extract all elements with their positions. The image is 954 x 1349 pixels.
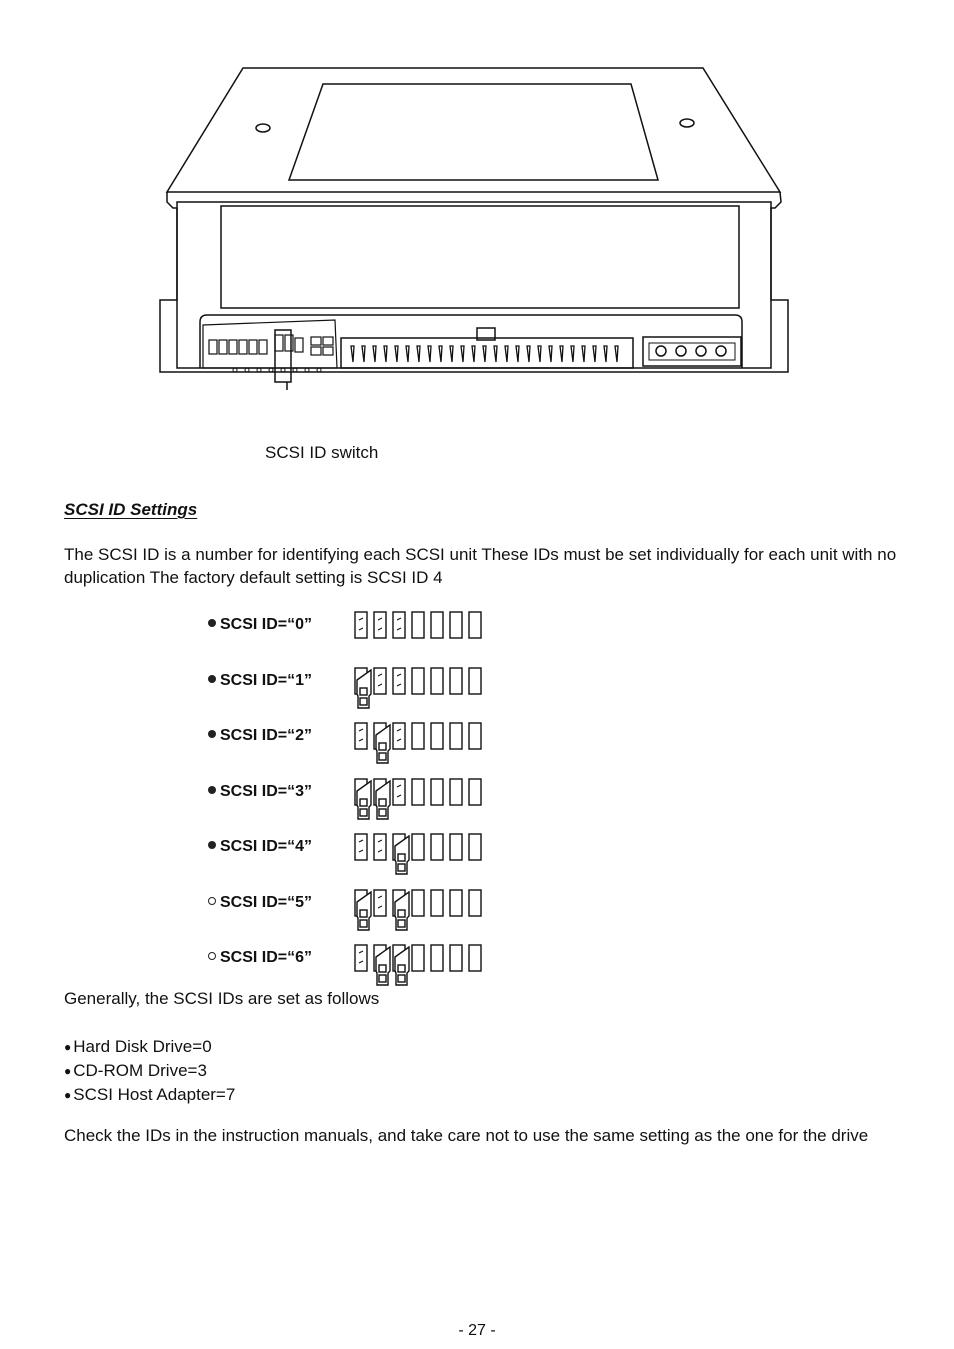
jumper-slot — [450, 668, 462, 694]
jumper-pin-mark — [378, 896, 382, 908]
scsi-id-label — [208, 949, 312, 967]
scsi-id-label-text: SCSI ID=“2” — [220, 727, 313, 744]
jumper-slot — [412, 612, 424, 638]
connector-pin — [395, 346, 398, 362]
jumper-slot — [469, 779, 481, 805]
connector-pin — [549, 346, 552, 362]
jumper-slot — [469, 723, 481, 749]
jumper-slot — [469, 945, 481, 971]
jumper-slot — [374, 612, 386, 638]
list-item: ● CD-ROM Drive=3 — [64, 1059, 235, 1083]
bullet-icon — [208, 619, 216, 627]
scsi-id-switch-label: SCSI ID switch — [265, 443, 379, 462]
jumper-pin-mark — [397, 729, 401, 741]
jumper-slot — [412, 668, 424, 694]
jumper-pin-mark — [397, 785, 401, 797]
jumper-plug — [357, 781, 371, 819]
jumper-pin-mark — [378, 674, 382, 686]
connector-pin — [351, 346, 354, 362]
jumper-slot — [355, 612, 367, 638]
connector-pin — [450, 346, 453, 362]
jumper-plug — [376, 781, 390, 819]
scsi-id-label-text: SCSI ID=“0” — [220, 616, 313, 633]
jumper-slot — [450, 890, 462, 916]
connector-pin — [483, 346, 486, 362]
connector-pin — [494, 346, 497, 362]
jumper-slot — [412, 834, 424, 860]
jumper-slot — [431, 668, 443, 694]
list-item: ● Hard Disk Drive=0 — [64, 1035, 235, 1059]
bullet-icon — [208, 952, 216, 960]
jumper-setting-diagram — [353, 777, 493, 821]
scsi-id-label — [208, 672, 312, 690]
jumper-slot — [431, 779, 443, 805]
scsi-id-label — [208, 616, 312, 634]
jumper-slot — [450, 723, 462, 749]
jumper-pin-mark — [359, 840, 363, 852]
jumper-slot — [393, 723, 405, 749]
jumper-slot — [431, 945, 443, 971]
scsi-id-label — [208, 838, 312, 856]
jumper-slot — [469, 612, 481, 638]
jumper-setting-diagram — [353, 888, 493, 932]
jumper-slot — [450, 779, 462, 805]
connector-pin — [538, 346, 541, 362]
connector-pin — [373, 346, 376, 362]
scsi-id-label-text: SCSI ID=“4” — [220, 838, 313, 855]
connector-pin — [516, 346, 519, 362]
jumper-plug — [395, 892, 409, 930]
bullet-icon — [208, 897, 216, 905]
jumper-plug — [357, 670, 371, 708]
jumper-slot — [355, 723, 367, 749]
bullet-icon — [208, 675, 216, 683]
jumper-pin-mark — [359, 729, 363, 741]
jumper-slot — [393, 779, 405, 805]
jumper-slot — [412, 945, 424, 971]
jumper-pin-mark — [397, 674, 401, 686]
jumper-plug — [395, 836, 409, 874]
jumper-slot — [393, 612, 405, 638]
jumper-slot — [412, 779, 424, 805]
jumper-slot — [431, 612, 443, 638]
bullet-icon — [208, 730, 216, 738]
jumper-pin-mark — [378, 840, 382, 852]
connector-pin — [362, 346, 365, 362]
connector-pin — [560, 346, 563, 362]
scsi-id-label-text: SCSI ID=“3” — [220, 782, 313, 800]
jumper-slot — [431, 723, 443, 749]
connector-pin — [527, 346, 530, 362]
connector-pin — [593, 346, 596, 362]
general-intro-text: Generally, the SCSI IDs are set as follows — [64, 989, 380, 1008]
jumper-slot — [469, 890, 481, 916]
jumper-setting-diagram — [353, 666, 493, 710]
jumper-slot — [374, 834, 386, 860]
connector-pin — [571, 346, 574, 362]
connector-pin — [406, 346, 409, 362]
connector-pin — [439, 346, 442, 362]
jumper-slot — [412, 890, 424, 916]
jumper-slot — [450, 945, 462, 971]
connector-pin — [384, 346, 387, 362]
jumper-plug — [376, 947, 390, 985]
scsi-id-label — [208, 783, 312, 801]
connector-pin — [472, 346, 475, 362]
jumper-setting-diagram — [353, 943, 493, 987]
intro-paragraph: The SCSI ID is a number for identifying each SCSI unit These IDs must be set individually for each unit with no duplication The factory default setting is SCSI ID 4 — [64, 545, 897, 587]
bullet-icon — [208, 841, 216, 849]
drive-id-list — [64, 1035, 235, 1107]
jumper-slot — [469, 834, 481, 860]
jumper-setting-diagram — [353, 610, 493, 654]
jumper-slot — [450, 612, 462, 638]
jumper-slot — [450, 834, 462, 860]
jumper-slot — [374, 668, 386, 694]
connector-pin — [417, 346, 420, 362]
list-item: ● SCSI Host Adapter=7 — [64, 1083, 235, 1107]
scsi-id-label — [208, 727, 312, 745]
jumper-slot — [431, 834, 443, 860]
connector-pin — [461, 346, 464, 362]
jumper-pin-mark — [397, 618, 401, 630]
scsi-id-label-text: SCSI ID=“6” — [220, 949, 313, 966]
jumper-slot — [355, 834, 367, 860]
jumper-plug — [395, 947, 409, 985]
connector-pin — [582, 346, 585, 362]
jumper-slot — [355, 945, 367, 971]
jumper-plug — [376, 725, 390, 763]
page-number: - 27 - — [458, 1322, 496, 1339]
scsi-id-label — [208, 894, 312, 912]
bullet-icon — [208, 786, 216, 794]
jumper-slot — [431, 890, 443, 916]
jumper-slot — [374, 890, 386, 916]
scsi-id-label-text: SCSI ID=“1” — [220, 671, 313, 689]
connector-pin — [428, 346, 431, 362]
jumper-slot — [393, 668, 405, 694]
drive-rear-illustration — [155, 60, 795, 390]
jumper-pin-mark — [378, 618, 382, 630]
jumper-slot — [469, 668, 481, 694]
jumper-slot — [412, 723, 424, 749]
jumper-pin-mark — [359, 951, 363, 963]
section-heading: SCSI ID Settings — [64, 500, 198, 519]
scsi-id-label-text: SCSI ID=“5” — [220, 893, 313, 911]
connector-pin — [615, 346, 618, 362]
jumper-setting-diagram — [353, 721, 493, 765]
jumper-plug — [357, 892, 371, 930]
connector-pin — [604, 346, 607, 362]
jumper-setting-diagram — [353, 832, 493, 876]
connector-pin — [505, 346, 508, 362]
check-note-paragraph: Check the IDs in the instruction manuals, and take care not to use the same setting as the one for the drive — [64, 1126, 869, 1145]
jumper-pin-mark — [359, 618, 363, 630]
